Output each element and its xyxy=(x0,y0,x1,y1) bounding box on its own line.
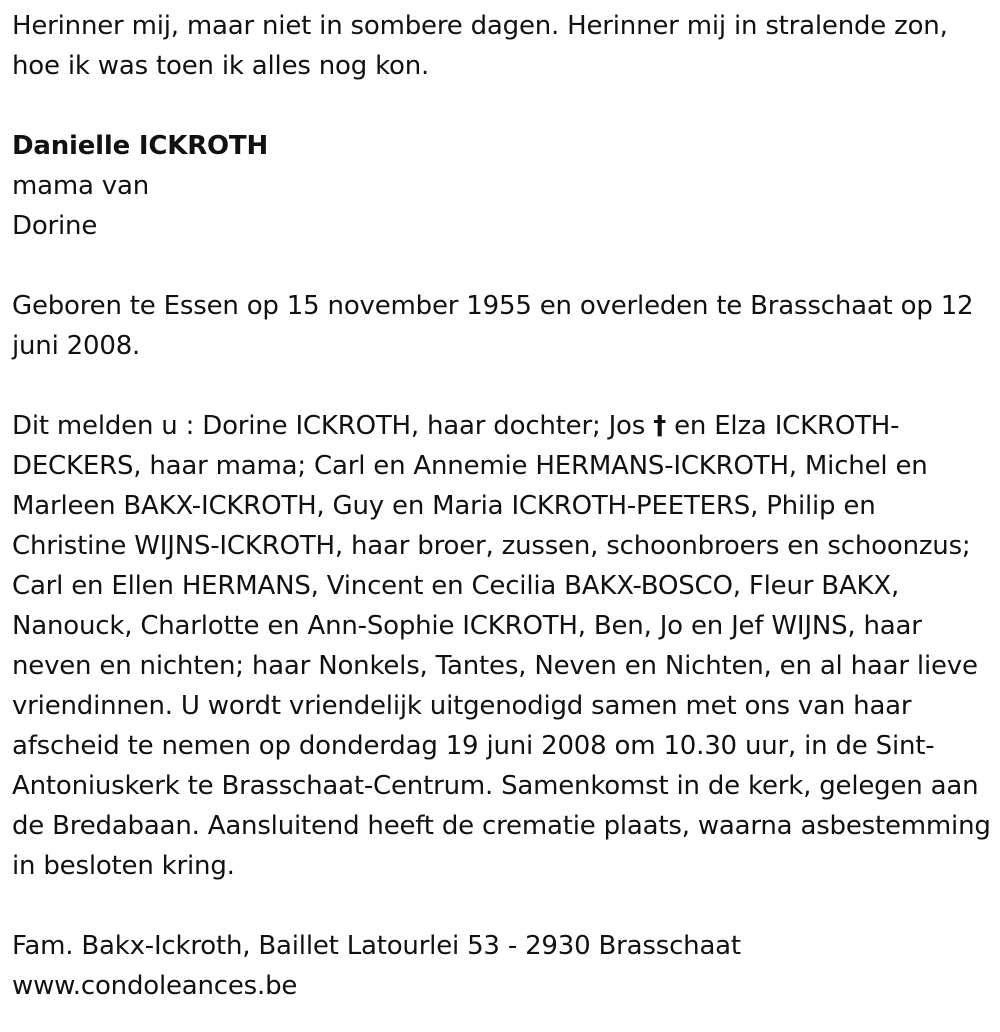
deceased-child: Dorine xyxy=(12,211,98,241)
contact-address: Fam. Bakx-Ickroth, Baillet Latourlei 53 - 2930 Brasschaat xyxy=(12,931,741,961)
poem-line-1: Herinner mij, maar niet in sombere dagen. Herinner mij in stralende zon, xyxy=(12,11,948,41)
obituary-document xyxy=(12,6,996,1006)
spacer xyxy=(12,366,996,406)
poem xyxy=(12,6,996,86)
cross-icon: † xyxy=(653,411,666,441)
announcement-part-1: Dit melden u : Dorine ICKROTH, haar dochter; Jos xyxy=(12,411,654,441)
contact-website: www.condoleances.be xyxy=(12,971,298,1001)
deceased-name: Danielle ICKROTH xyxy=(12,131,269,161)
spacer xyxy=(12,246,996,286)
poem-line-2: hoe ik was toen ik alles nog kon. xyxy=(12,51,430,81)
spacer xyxy=(12,886,996,926)
announcement-text xyxy=(12,406,996,886)
deceased-relation: mama van xyxy=(12,171,149,201)
spacer xyxy=(12,86,996,126)
birth-death-text: Geboren te Essen op 15 november 1955 en overleden te Brasschaat op 12 juni 2008. xyxy=(12,291,974,361)
announcement-part-2: en Elza ICKROTH-DECKERS, haar mama; Carl en Annemie HERMANS-ICKROTH, Michel en Marleen BAKX-ICKROTH, Guy en Maria ICKROTH-PEETERS, Philip en Christine WIJNS-ICKROTH, haar broer, zussen, schoonbroers en schoonzus; Carl en Ellen HERMANS, Vincent en Cecilia BAKX-BOSCO, Fleur BAKX, Nanouck, Charlotte en Ann-Sophie ICKROTH, Ben, Jo en Jef WIJNS, haar neven en nichten; haar Nonkels, Tantes, Neven en Nichten, en al haar lieve vriendinnen. U wordt vriendelijk uitgenodigd samen met ons van haar afscheid te nemen op donderdag 19 juni 2008 om 10.30 uur, in de Sint-Antoniuskerk te Brasschaat-Centrum. Samenkomst in de kerk, gelegen aan de Bredabaan. Aansluitend heeft de crematie plaats, waarna asbestemming in besloten kring. xyxy=(12,411,991,881)
